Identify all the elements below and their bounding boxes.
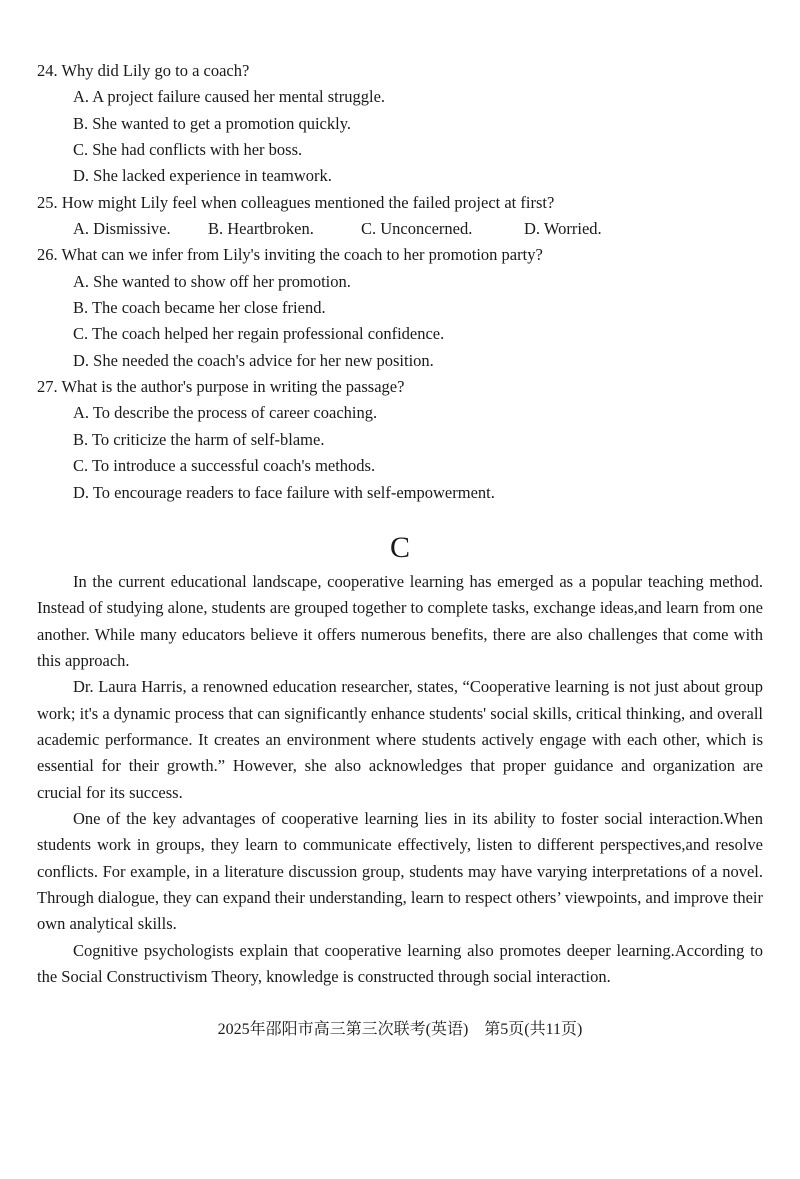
page-footer: 2025年邵阳市高三第三次联考(英语) 第5页(共11页) bbox=[217, 1021, 583, 1038]
question-stem: 25. How might Lily feel when colleagues mentioned the failed project at first? bbox=[37, 192, 555, 212]
section-heading: C bbox=[389, 531, 410, 564]
option-a: A. A project failure caused her mental struggle. bbox=[73, 87, 386, 107]
passage-paragraph-4: Cognitive psychologists explain that cooperative learning also promotes deeper learning.According to the Social Constructivism Theory, knowledge is constructed through social interaction. bbox=[37, 940, 763, 987]
option-d: D. She needed the coach's advice for her new position. bbox=[73, 350, 434, 370]
question-list bbox=[37, 58, 763, 506]
passage-paragraph-3: One of the key advantages of cooperative learning lies in its ability to foster social interaction.When students work in groups, they learn to communicate effectively, listen to different perspectives,and resolve conflicts. For example, in a literature discussion group, students may have varying interpretations of a novel. Through dialogue, they can expand their understanding, learn to respect others’ viewpoints, and improve their own analytical skills. bbox=[37, 809, 763, 934]
passage-paragraph-1: In the current educational landscape, cooperative learning has emerged as a popular teaching method. Instead of studying alone, students are grouped together to complete tasks, exchange ideas,and learn from one another. While many educators believe it offers numerous benefits, there are also challenges that come with this approach. bbox=[37, 572, 763, 671]
option-a: A. Dismissive. bbox=[73, 219, 171, 239]
option-d: D. To encourage readers to face failure with self-empowerment. bbox=[73, 482, 495, 502]
option-b: B. Heartbroken. bbox=[208, 219, 314, 239]
question-26 bbox=[37, 242, 763, 374]
question-25 bbox=[37, 190, 763, 243]
option-c: C. To introduce a successful coach's methods. bbox=[73, 456, 376, 476]
option-d: D. She lacked experience in teamwork. bbox=[73, 166, 332, 186]
question-stem: 26. What can we infer from Lily's inviting the coach to her promotion party? bbox=[37, 245, 543, 265]
option-c: C. She had conflicts with her boss. bbox=[73, 140, 303, 160]
option-b: B. To criticize the harm of self-blame. bbox=[73, 429, 325, 449]
question-24 bbox=[37, 58, 763, 190]
options-row bbox=[37, 216, 763, 242]
question-stem: 24. Why did Lily go to a coach? bbox=[37, 61, 250, 80]
option-a: A. She wanted to show off her promotion. bbox=[73, 271, 351, 291]
reading-passage bbox=[37, 569, 763, 991]
option-d: D. Worried. bbox=[524, 219, 602, 239]
question-27 bbox=[37, 374, 763, 506]
option-c: C. Unconcerned. bbox=[361, 219, 473, 239]
option-c: C. The coach helped her regain professional confidence. bbox=[73, 324, 445, 344]
option-a: A. To describe the process of career coaching. bbox=[73, 403, 378, 423]
option-b: B. The coach became her close friend. bbox=[73, 298, 326, 318]
passage-paragraph-2: Dr. Laura Harris, a renowned education researcher, states, “Cooperative learning is not just about group work; it's a dynamic process that can significantly enhance students' social skills, critical thinking, and overall academic performance. It creates an environment where students actively engage with each other, which is essential for their growth.” However, she also acknowledges that proper guidance and organization are crucial for its success. bbox=[37, 677, 763, 802]
option-b: B. She wanted to get a promotion quickly. bbox=[73, 113, 352, 133]
question-stem: 27. What is the author's purpose in writing the passage? bbox=[37, 377, 405, 397]
